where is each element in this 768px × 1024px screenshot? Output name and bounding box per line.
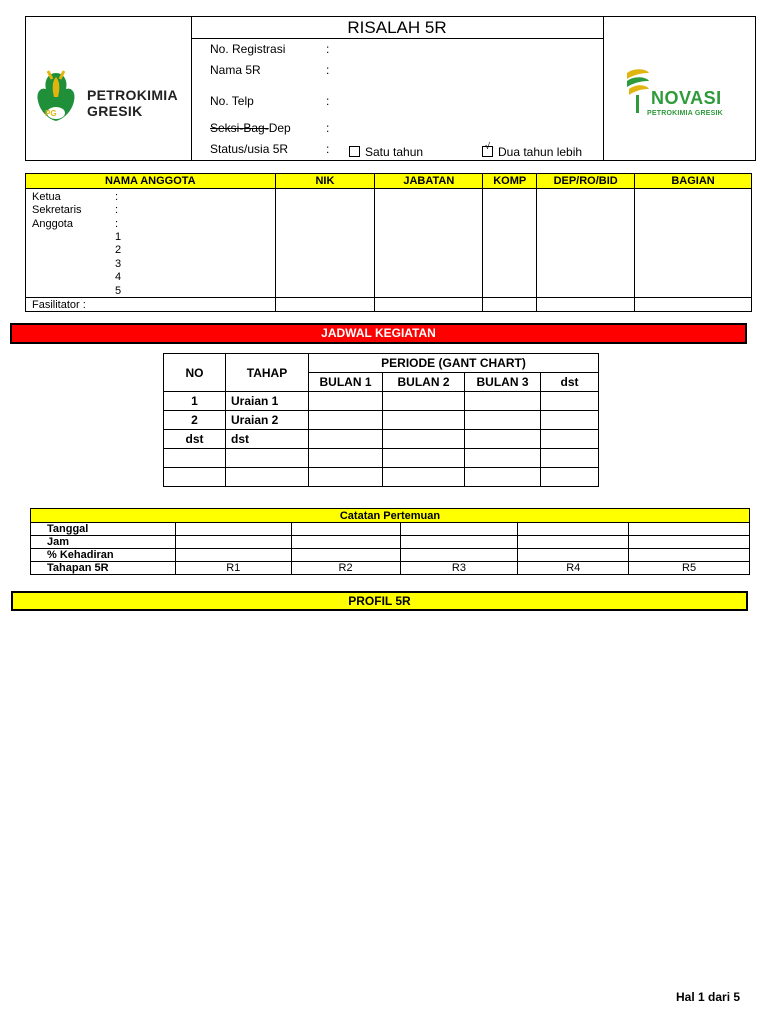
catatan-row xyxy=(31,562,750,575)
gantt-table xyxy=(163,353,599,487)
page-title: RISALAH 5R xyxy=(191,17,603,39)
dep-cell[interactable] xyxy=(537,298,635,312)
row-no: dst xyxy=(164,430,226,449)
field-label-telp: No. Telp xyxy=(210,94,254,108)
gantt-cell[interactable] xyxy=(465,468,541,487)
gantt-cell[interactable] xyxy=(465,411,541,430)
field-colon: : xyxy=(326,142,330,156)
catatan-table xyxy=(30,508,750,575)
catatan-cell[interactable] xyxy=(175,536,291,549)
novasi-wordmark: NOVASI xyxy=(651,88,722,108)
field-label-status: Status/usia 5R xyxy=(210,142,289,156)
catatan-cell[interactable] xyxy=(400,549,518,562)
option-dua-tahun[interactable] xyxy=(482,141,583,159)
col-nik: NIK xyxy=(275,174,375,189)
field-colon: : xyxy=(326,94,330,108)
page-number: Hal 1 dari 5 xyxy=(676,990,741,1004)
gantt-cell[interactable] xyxy=(541,468,599,487)
anggota-number: 1 xyxy=(115,231,122,243)
catatan-cell[interactable] xyxy=(518,523,629,536)
role-ketua: Ketua xyxy=(32,191,61,203)
row-tahap: Uraian 2 xyxy=(226,411,309,430)
row-tahap[interactable] xyxy=(226,449,309,468)
profil-5r-bar: PROFIL 5R xyxy=(11,591,748,611)
member-header-row xyxy=(26,174,752,189)
row-label-jam: Jam xyxy=(31,536,176,549)
fasilitator-label[interactable]: Fasilitator : xyxy=(26,298,276,312)
check-mark-icon: √ xyxy=(485,141,490,151)
col-nama-anggota: NAMA ANGGOTA xyxy=(26,174,276,189)
row-tahap: dst xyxy=(226,430,309,449)
catatan-cell[interactable] xyxy=(518,536,629,549)
gantt-header-row xyxy=(164,354,599,373)
gantt-cell[interactable] xyxy=(309,392,383,411)
komp-cell[interactable] xyxy=(483,189,537,298)
col-jabatan: JABATAN xyxy=(375,174,483,189)
row-label-kehadiran: % Kehadiran xyxy=(31,549,176,562)
petrokimia-wordmark xyxy=(87,87,178,119)
col-tahap: TAHAP xyxy=(226,354,309,392)
catatan-cell[interactable] xyxy=(175,549,291,562)
form-fields xyxy=(191,17,604,160)
logo-line1: PETROKIMIA xyxy=(87,87,178,103)
header-block xyxy=(25,16,756,161)
struck-text: Seksi-Bag- xyxy=(210,121,269,135)
tahapan-r1: R1 xyxy=(175,562,291,575)
checkbox-checked-icon[interactable] xyxy=(482,141,493,157)
checkbox-icon[interactable] xyxy=(349,146,360,157)
gantt-cell[interactable] xyxy=(383,430,465,449)
catatan-cell[interactable] xyxy=(175,523,291,536)
bagian-cell[interactable] xyxy=(635,189,752,298)
catatan-header-row xyxy=(31,509,750,523)
field-label-nama: Nama 5R xyxy=(210,63,261,77)
jabatan-cell[interactable] xyxy=(375,189,483,298)
member-names-cell[interactable] xyxy=(26,189,276,298)
nik-cell[interactable] xyxy=(275,189,375,298)
gantt-row xyxy=(164,430,599,449)
gantt-cell[interactable] xyxy=(541,430,599,449)
gantt-cell[interactable] xyxy=(383,468,465,487)
option-satu-tahun[interactable] xyxy=(349,145,423,159)
novasi-subtitle: PETROKIMIA GRESIK xyxy=(647,110,723,117)
field-colon: : xyxy=(326,121,330,135)
catatan-cell[interactable] xyxy=(291,549,400,562)
pg-badge: PG xyxy=(45,109,57,118)
role-colon: : xyxy=(115,218,119,230)
gantt-cell[interactable] xyxy=(541,411,599,430)
gantt-row xyxy=(164,449,599,468)
anggota-number: 3 xyxy=(115,258,122,270)
col-komp: KOMP xyxy=(483,174,537,189)
field-colon: : xyxy=(326,42,330,56)
gantt-cell[interactable] xyxy=(465,392,541,411)
catatan-cell[interactable] xyxy=(629,549,750,562)
catatan-cell[interactable] xyxy=(629,536,750,549)
gantt-cell[interactable] xyxy=(309,449,383,468)
row-tahap: Uraian 1 xyxy=(226,392,309,411)
row-no: 2 xyxy=(164,411,226,430)
row-tahap[interactable] xyxy=(226,468,309,487)
catatan-title: Catatan Pertemuan xyxy=(31,509,750,523)
dep-cell[interactable] xyxy=(537,189,635,298)
role-colon: : xyxy=(115,191,119,203)
gantt-cell[interactable] xyxy=(541,392,599,411)
member-body-row xyxy=(26,189,752,298)
catatan-row xyxy=(31,536,750,549)
fasilitator-row xyxy=(26,298,752,312)
novasi-logo xyxy=(603,17,755,160)
petrokimia-logo xyxy=(26,17,192,160)
catatan-cell[interactable] xyxy=(629,523,750,536)
komp-cell[interactable] xyxy=(483,298,537,312)
catatan-row xyxy=(31,549,750,562)
row-no: 1 xyxy=(164,392,226,411)
gantt-row xyxy=(164,411,599,430)
gantt-cell[interactable] xyxy=(383,449,465,468)
month-label: BULAN 3 xyxy=(465,373,541,392)
role-sekretaris: Sekretaris xyxy=(32,204,82,216)
field-label-dep xyxy=(210,121,291,135)
catatan-cell[interactable] xyxy=(400,536,518,549)
gantt-cell[interactable] xyxy=(465,430,541,449)
anggota-number: 5 xyxy=(115,285,122,297)
nik-cell[interactable] xyxy=(275,298,375,312)
gantt-row xyxy=(164,468,599,487)
month-label: dst xyxy=(541,373,599,392)
col-dep: DEP/RO/BID xyxy=(537,174,635,189)
anggota-number: 2 xyxy=(115,244,122,256)
gantt-row xyxy=(164,392,599,411)
row-label-tahapan: Tahapan 5R xyxy=(31,562,176,575)
tahapan-r3: R3 xyxy=(400,562,518,575)
col-no: NO xyxy=(164,354,226,392)
catatan-cell[interactable] xyxy=(518,549,629,562)
anggota-number: 4 xyxy=(115,271,122,283)
gantt-cell[interactable] xyxy=(465,449,541,468)
catatan-cell[interactable] xyxy=(291,536,400,549)
role-anggota: Anggota xyxy=(32,218,73,230)
logo-line2: GRESIK xyxy=(87,103,143,119)
jabatan-cell[interactable] xyxy=(375,298,483,312)
bagian-cell[interactable] xyxy=(635,298,752,312)
month-label: BULAN 1 xyxy=(309,373,383,392)
role-colon: : xyxy=(115,204,119,216)
catatan-row xyxy=(31,523,750,536)
tahapan-r2: R2 xyxy=(291,562,400,575)
field-colon: : xyxy=(326,63,330,77)
field-label-registrasi: No. Registrasi xyxy=(210,42,286,56)
tahapan-r5: R5 xyxy=(629,562,750,575)
row-no[interactable] xyxy=(164,468,226,487)
gantt-cell[interactable] xyxy=(541,449,599,468)
row-no[interactable] xyxy=(164,449,226,468)
row-label-tanggal: Tanggal xyxy=(31,523,176,536)
month-label: BULAN 2 xyxy=(383,373,465,392)
gantt-cell[interactable] xyxy=(309,430,383,449)
catatan-cell[interactable] xyxy=(291,523,400,536)
dep-text: Dep xyxy=(268,121,291,135)
gantt-cell[interactable] xyxy=(309,468,383,487)
col-bagian: BAGIAN xyxy=(635,174,752,189)
gantt-cell[interactable] xyxy=(383,411,465,430)
option-label: Satu tahun xyxy=(365,145,424,159)
gantt-cell[interactable] xyxy=(383,392,465,411)
member-table xyxy=(25,173,752,312)
jadwal-kegiatan-bar: JADWAL KEGIATAN xyxy=(10,323,747,344)
tahapan-r4: R4 xyxy=(518,562,629,575)
col-periode: PERIODE (GANT CHART) xyxy=(309,354,599,373)
option-label: Dua tahun lebih xyxy=(498,145,583,159)
catatan-cell[interactable] xyxy=(400,523,518,536)
gantt-cell[interactable] xyxy=(309,411,383,430)
